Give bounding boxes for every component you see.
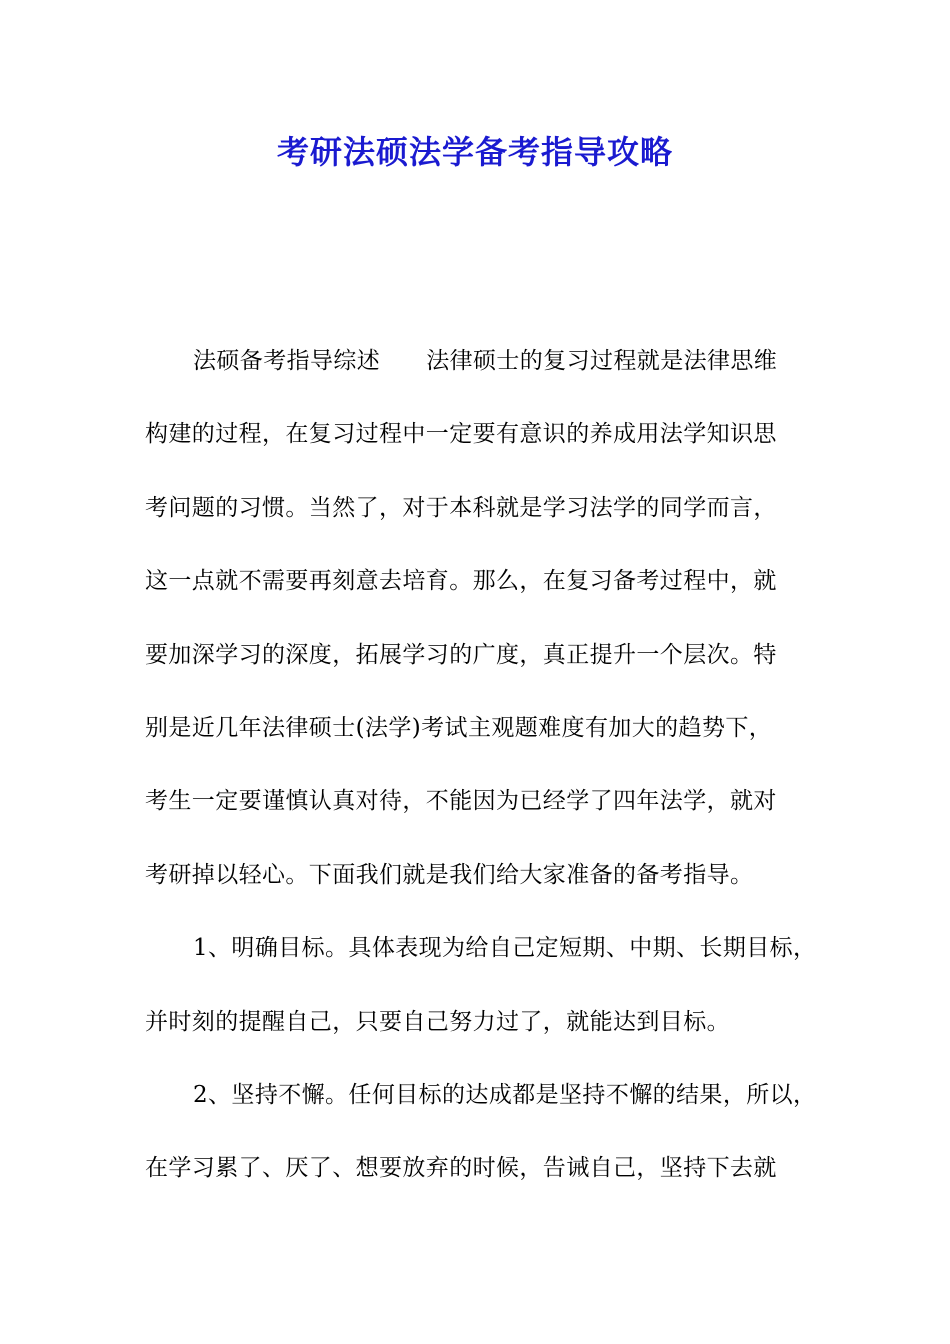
document-title: 考研法硕法学备考指导攻略 [276,133,673,171]
paragraph-line: 别是近几年法律硕士(法学)考试主观题难度有加大的趋势下， [145,714,773,741]
paragraph-line [145,927,835,1000]
paragraph-line: 考生一定要谨慎认真对待，不能因为已经学了四年法学，就对 [145,788,777,815]
paragraph-line: 考问题的习惯。当然了，对于本科就是学习法学的同学而言， [145,494,777,521]
paragraph-line: 构建的过程，在复习过程中一定要有意识的养成用法学知识思 [145,421,777,448]
paragraph-line: 考研掉以轻心。下面我们就是我们给大家准备的备考指导。 [145,861,754,888]
paragraph-line [145,1074,835,1147]
paragraph-line: 并时刻的提醒自己，只要自己努力过了，就能达到目标。 [145,1008,730,1035]
section-heading: 法硕备考指导综述 [193,348,381,374]
paragraph-line: 这一点就不需要再刻意去培育。那么，在复习备考过程中，就 [145,568,777,595]
list-item-text: 1、明确目标。具体表现为给自己定短期、中期、长期目标， [193,935,817,962]
paragraph-text: 法律硕士的复习过程就是法律思维 [426,348,778,374]
paragraph-line [145,340,835,413]
document-body [145,340,835,1221]
paragraph-line: 在学习累了、厌了、想要放弃的时候，告诫自己，坚持下去就 [145,1155,777,1182]
paragraph-line: 要加深学习的深度，拓展学习的广度，真正提升一个层次。特 [145,641,777,668]
list-item-text: 2、坚持不懈。任何目标的达成都是坚持不懈的结果，所以， [193,1081,817,1108]
